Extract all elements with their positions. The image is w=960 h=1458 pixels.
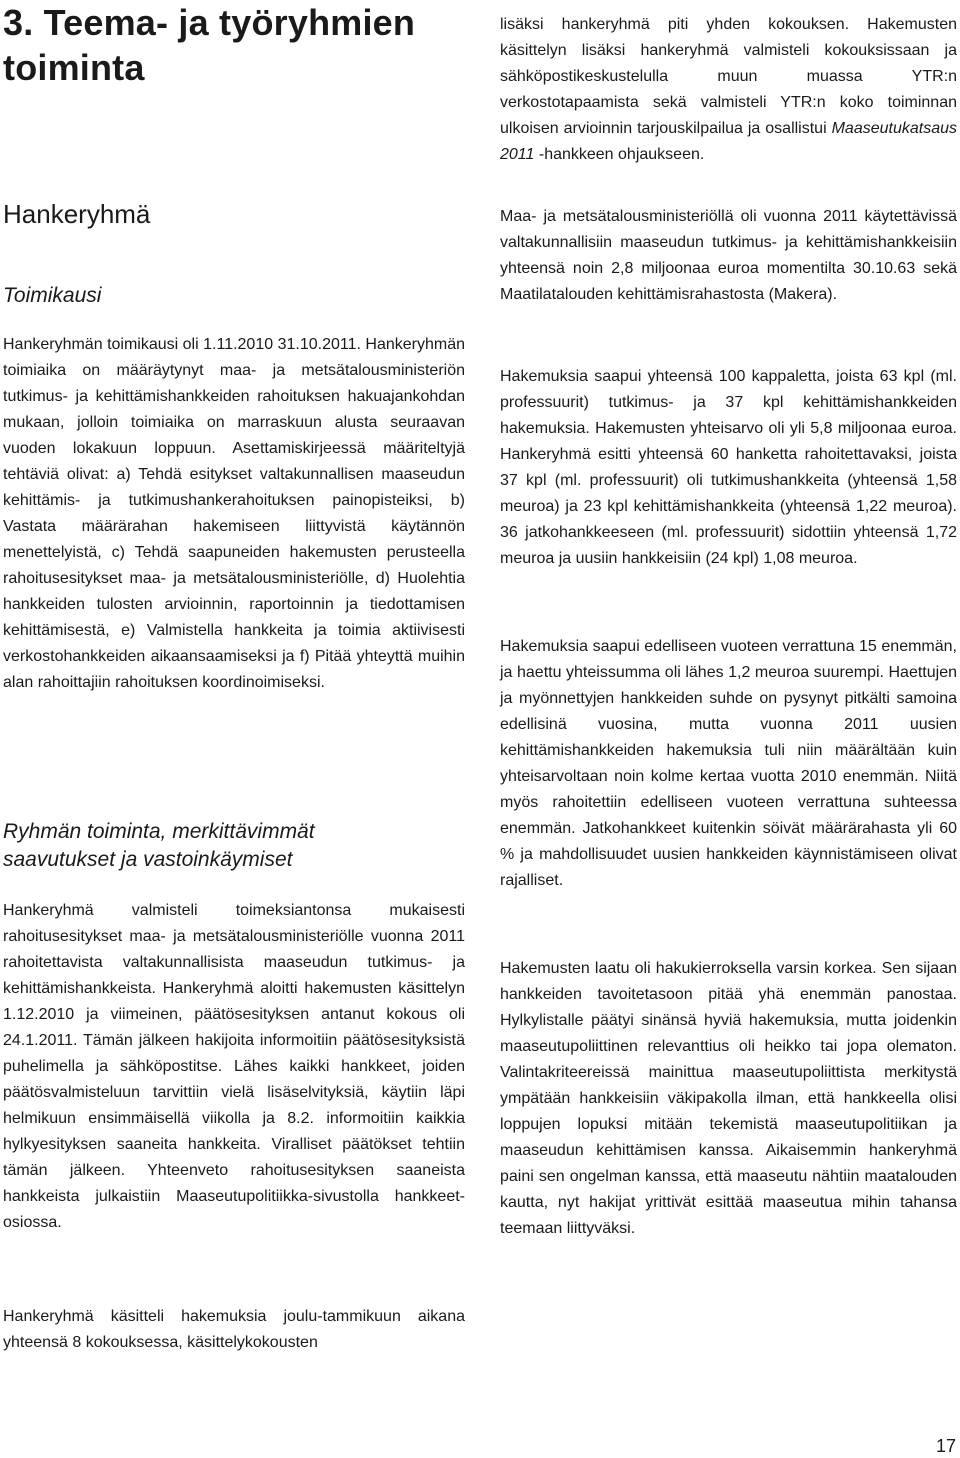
continuation-end: -hankkeen ohjaukseen. — [538, 146, 705, 163]
comparison-paragraph: Hakemuksia saapui edelliseen vuoteen verrattuna 15 enemmän, ja haettu yhteissumma oli lähes 1,2 meuroa suurempi. Haettujen ja myönnettyjen hankkeiden suhde on pysynyt pitkälti samoina edellisinä vuosina, mutta vuonna 2011 uusien kehittämishankkeiden hakemuksia tuli niin määrältään kuin yhteisarvoltaan noin kolme kertaa vuotta 2010 enemmän. Niitä myös rahoitettiin edelliseen vuoteen verrattuna suhteessa enemmän. Jatkohankkeet kuitenkin söivät määrärahasta yli 60 % ja mahdollisuudet uusien hankkeiden käynnistämiseen olivat rajalliset. — [500, 638, 957, 889]
meetings-paragraph: Hankeryhmä käsitteli hakemuksia joulu-tammikuun aikana yhteensä 8 kokouksessa, käsittelykokousten — [3, 1308, 465, 1351]
applications-paragraph: Hakemuksia saapui yhteensä 100 kappaletta, joista 63 kpl (ml. professuurit) tutkimus- ja 37 kpl kehittämishankkeiden hakemuksia. Hakemusten yhteisarvo oli yli 5,8 miljoonaa euroa. Hankeryhmä esitti yhteensä 60 hanketta rahoitettavaksi, joista 37 kpl (ml. professuurit) oli tutkimushankkeita (yhteensä 1,58 meuroa) ja 23 kpl kehittämishankkeita (yhteensä 1,22 meuroa). 36 jatkohankkeeseen (ml. professuurit) sidottiin yhteensä 1,72 meuroa ja uusiin hankkeisiin (24 kpl) 1,08 meuroa. — [500, 368, 957, 567]
funding-paragraph: Maa- ja metsätalousministeriöllä oli vuonna 2011 käytettävissä valtakunnallisiin maaseudun tutkimus- ja kehittämishankkeisiin yhteensä noin 2,8 miljoonaa euroa momentilta 30.10.63 sekä Maatilatalouden kehittämisrahastosta (Makera). — [500, 208, 957, 303]
quality-paragraph: Hakemusten laatu oli hakukierroksella varsin korkea. Sen sijaan hankkeiden tavoitetasoon pitää yhä enemmän panostaa. Hylkylistalle päätyi sinänsä hyviä hakemuksia, mutta joidenkin maaseutupoliittinen relevanttius oli heikko tai jopa olematon. Valintakriteereissä mainittua maaseutupoliittista merkitystä ympätään hankkeisiin väkipakolla ilman, että hankkeella olisi loppujen lopuksi mitään tekemistä maaseutupolitiikan ja maaseudun kehittämisen kanssa. Aikaisemmin hankeryhmä paini sen ongelman kanssa, että maaseutu nähtiin maatalouden kautta, nyt hakijat yrittivät esittää maaseutua mihin tahansa teemaan liittyväksi. — [500, 960, 957, 1237]
subheading-activity: Ryhmän toiminta, merkittävimmät saavutukset ja vastoinkäymiset — [3, 820, 315, 871]
activity-paragraph: Hankeryhmä valmisteli toimeksiantonsa mukaisesti rahoitusesitykset maa- ja metsätalousministeriölle vuonna 2011 rahoitettavista valtakunnallisista maaseudun tutkimus- ja kehittämishankkeista. Hankeryhmä aloitti hakemusten käsittelyn 1.12.2010 ja viimeinen, päätösesityksen antanut kokous oli 24.1.2011. Tämän jälkeen hakijoita informoitiin päätösesityksistä puhelimella ja sähköpostitse. Lähes kaikki hankkeet, joiden päätösvalmisteluun tarvittiin vielä lisäselvityksiä, käytiin läpi helmikuun ensimmäisellä viikolla ja 8.2. informoitiin kaikkia hylkyesityksen saaneita hankkeita. Viralliset päätökset tehtiin tämän jälkeen. Yhteenveto rahoitusesityksen saaneista hankkeista julkaistiin Maaseutupolitiikka-sivustolla hankkeet-osiossa. — [3, 902, 465, 1231]
continuation-paragraph — [500, 12, 957, 168]
chapter-title-line-2: toiminta — [3, 47, 145, 88]
section-heading: Hankeryhmä — [3, 199, 151, 229]
page-number: 17 — [935, 1436, 956, 1456]
report-title: Maaseutukatsaus 2011 — [500, 120, 957, 163]
term-paragraph: Hankeryhmän toimikausi oli 1.11.2010 31.10.2011. Hankeryhmän toimiaika on määräytynyt maa- ja metsätalousministeriön tutkimus- ja kehittämishankkeiden rahoituksen hakuajankohdan mukaan, jolloin toimiaika on marraskuun alusta seuraavan vuoden lokakuun loppuun. Asettamiskirjeessä määriteltyjä tehtäviä olivat: a) Tehdä esitykset valtakunnallisen maaseudun kehittämis- ja tutkimushankerahoituksen painopisteiksi, b) Vastata määrärahan hakemiseen liittyvistä käytännön menettelyistä, c) Tehdä saapuneiden hakemusten perusteella rahoitusesitykset maa- ja metsätalousministeriölle, d) Huolehtia hankkeiden tulosten arvioinnin, raportoinnin ja tiedottamisen kehittämisestä, e) Valmistella hankkeita ja toimia aktiivisesti verkostohankkeiden aikaansaamiseksi ja f) Pitää yhteyttä muihin alan rahoittajiin rahoituksen koordinoimiseksi. — [3, 336, 465, 691]
subheading-term: Toimikausi — [3, 284, 102, 307]
continuation-text: lisäksi hankeryhmä piti yhden kokouksen. Hakemusten käsittelyn lisäksi hankeryhmä valmisteli kokouksissaan ja sähköpostikeskustelulla muun muassa YTR:n verkostotapaamista sekä valmisteli YTR:n koko toiminnan ulkoisen arvioinnin tarjouskilpailua ja osallistui — [500, 16, 957, 137]
left-column — [3, 0, 465, 1351]
chapter-title — [3, 0, 465, 90]
chapter-title-line-1: 3. Teema- ja työryhmien — [3, 2, 416, 43]
